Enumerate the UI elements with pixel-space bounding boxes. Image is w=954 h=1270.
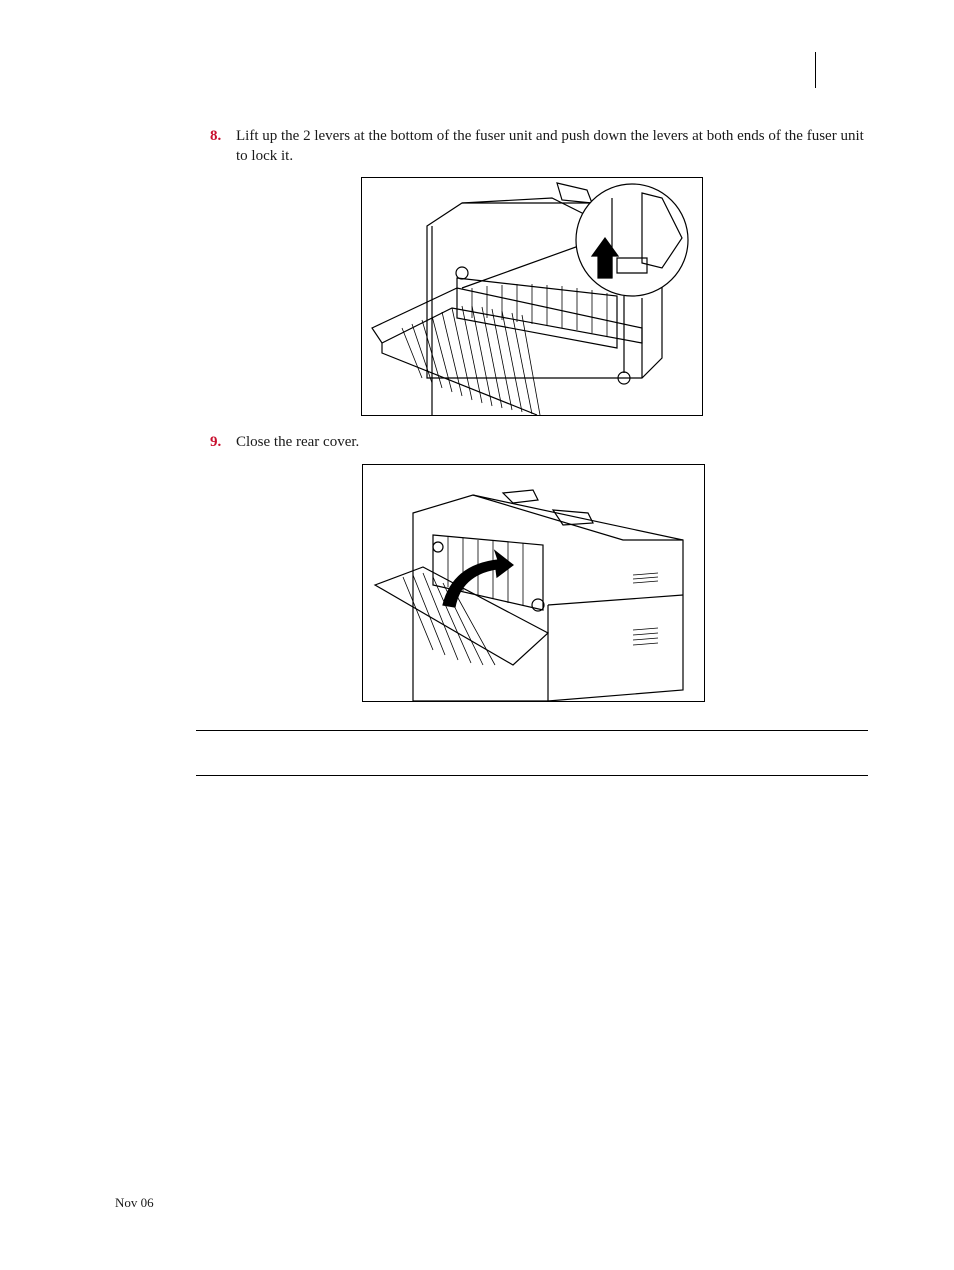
close-rear-cover-illustration [362, 464, 705, 702]
step-number: 8. [210, 128, 222, 144]
footer-date: Nov 06 [115, 1195, 154, 1210]
section-rule-bottom [196, 775, 868, 776]
fuser-lever-illustration [361, 177, 703, 416]
step-number: 9. [210, 434, 222, 450]
section-rule-top [196, 730, 868, 731]
step-text: Lift up the 2 levers at the bottom of the fuser unit and push down the levers at both ends of the fuser unit to lock it. [236, 128, 864, 164]
step-text: Close the rear cover. [236, 434, 360, 450]
header-margin-rule [815, 52, 816, 88]
